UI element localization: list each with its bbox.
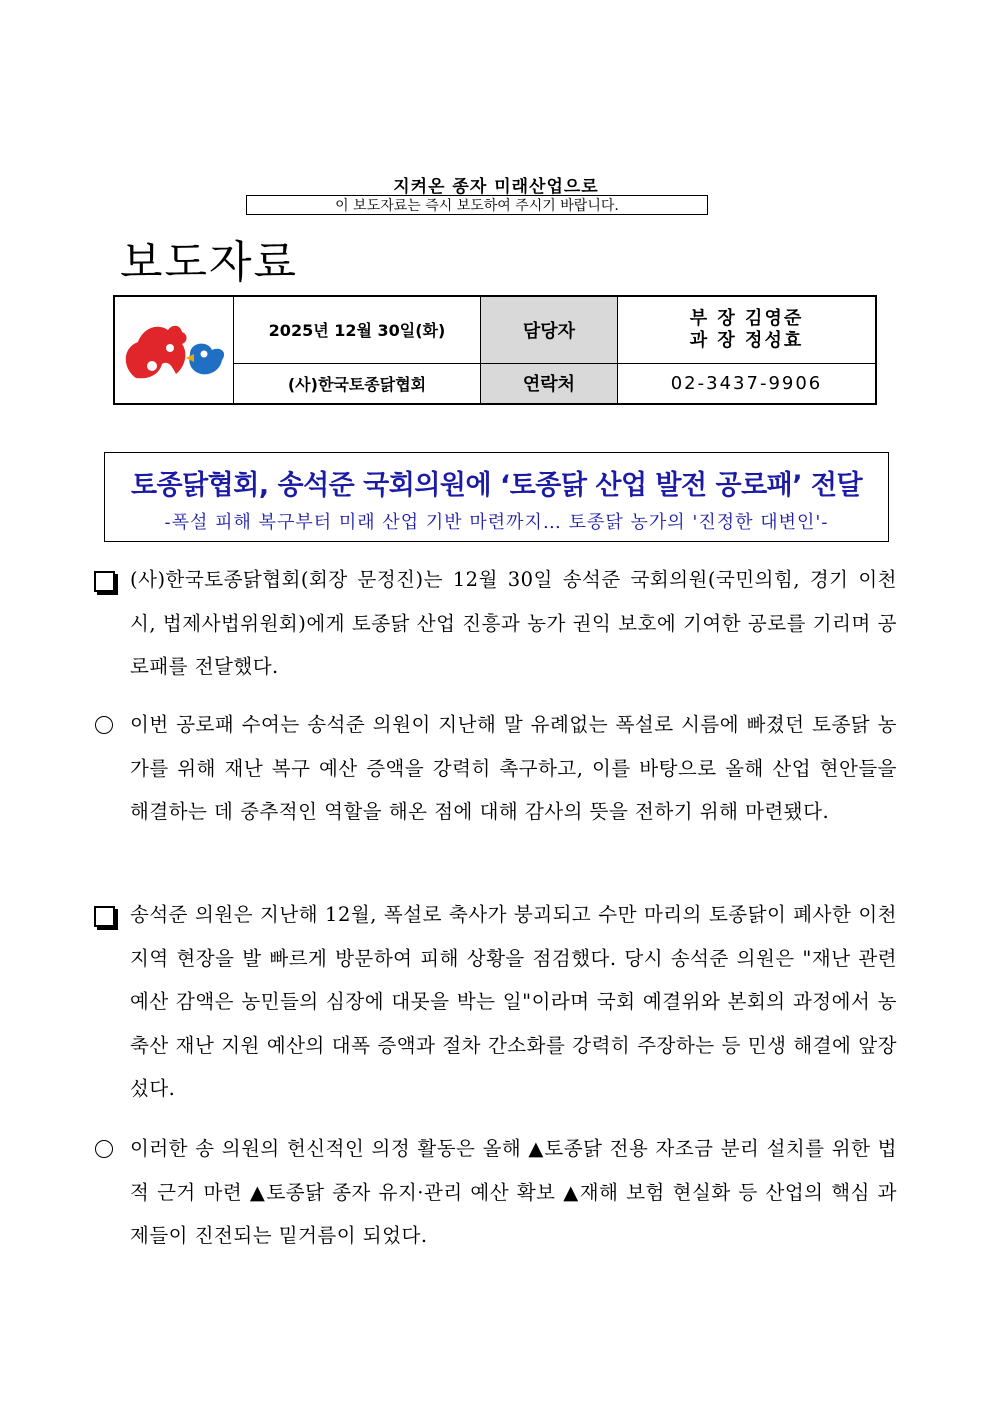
organization-name: (사)한국토종닭협회	[234, 363, 481, 404]
contact-persons	[618, 296, 877, 363]
phone-label: 연락처	[481, 363, 618, 404]
document-title: 보도자료	[120, 237, 299, 288]
info-table	[113, 295, 877, 405]
chicken-logo-icon	[116, 308, 232, 388]
headline-title: 토종닭협회, 송석준 국회의원에 ‘토종닭 산업 발전 공로패’ 전달	[130, 470, 863, 501]
association-logo	[114, 296, 234, 404]
paragraph-text: 이번 공로패 수여는 송석준 의원이 지난해 말 유례없는 폭설로 시름에 빠졌던 토종닭 농가를 위해 재난 복구 예산 증액을 강력히 촉구하고, 이를 바탕으로 올해 산업 현안들을 해결하는 데 중추적인 역할을 해온 점에 대해 감사의 뜻을 전하기 위해 마련됐다.	[130, 713, 897, 823]
headline-subtitle: -폭설 피해 복구부터 미래 산업 기반 마련까지… 토종닭 농가의 '진정한 대변인'-	[164, 512, 829, 533]
square-bullet-icon	[94, 906, 115, 927]
paragraph-text: 송석준 의원은 지난해 12월, 폭설로 축사가 붕괴되고 수만 마리의 토종닭이 폐사한 이천 지역 현장을 발 빠르게 방문하여 피해 상황을 점검했다. 당시 송석준 의원은 "재난 관련 예산 감액은 농민들의 심장에 대못을 박는 일"이라며 국회 예결위와 본회의 과정에서 농축산 재난 지원 예산의 대폭 증액과 절차 간소화를 강력히 주장하는 등 민생 해결에 앞장섰다.	[130, 903, 897, 1100]
release-date: 2025년 12월 30일(화)	[234, 296, 481, 363]
contact-person-label: 담당자	[481, 296, 618, 363]
slogan: 지켜온 종자 미래산업으로	[393, 177, 599, 197]
paragraph-text: 이러한 송 의원의 헌신적인 의정 활동은 올해 ▲토종닭 전용 자조금 분리 설치를 위한 법적 근거 마련 ▲토종닭 종자 유지·관리 예산 확보 ▲재해 보험 현실화 등 산업의 핵심 과제들이 진전되는 밑거름이 되었다.	[130, 1137, 897, 1247]
body-paragraph-4	[92, 1127, 897, 1258]
contact-person-1: 부 장 김영준	[689, 307, 804, 329]
contact-person-2: 과 장 정성효	[689, 329, 804, 351]
square-bullet-icon	[94, 571, 115, 592]
body-paragraph-2	[92, 703, 897, 834]
body-paragraph-1	[92, 558, 897, 689]
circle-bullet-icon	[95, 1140, 113, 1158]
embargo-notice: 이 보도자료는 즉시 보도하여 주시기 바랍니다.	[246, 195, 708, 215]
headline-box	[104, 452, 889, 542]
circle-bullet-icon	[95, 716, 113, 734]
body-paragraph-3	[92, 893, 897, 1111]
phone-number: 02-3437-9906	[618, 363, 877, 404]
paragraph-text: (사)한국토종닭협회(회장 문정진)는 12월 30일 송석준 국회의원(국민의힘, 경기 이천시, 법제사법위원회)에게 토종닭 산업 진흥과 농가 권익 보호에 기여한 공로를 기리며 공로패를 전달했다.	[130, 568, 897, 678]
